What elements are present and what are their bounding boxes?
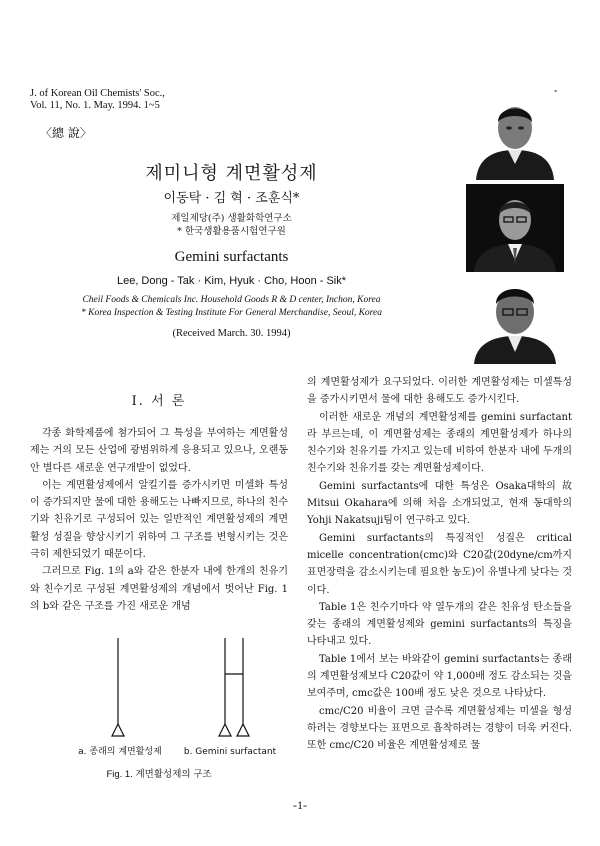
paragraph: Gemini surfactants의 특징적인 성질은 critical micelle concentration(cmc)와 C20값(20dyne/cm까지 표면장력을 감소시키는데 필요한 농도)이 유별나게 낮다는 것이다.	[307, 532, 572, 596]
paragraph: 의 계면활성제가 요구되었다. 이러한 계면활성제는 미셀특성을 증가시키면서 물에 대한 용해도도 증가시킨다.	[307, 377, 572, 406]
paragraph: Gemini surfactants에 대한 특성은 Osaka대학의 故 Mitsui Okahara에 의해 처음 소개되었고, 현재 동대학의 Yohji Nakatsuji팀이 연구하고 있다.	[307, 480, 572, 527]
conventional-surfactant-structure	[112, 638, 124, 736]
left-column	[30, 425, 288, 615]
figure-label-b: b. Gemini surfactant	[183, 747, 277, 757]
paragraph: 이는 계면활성제에서 알킬기를 증가시키면 미셀화 특성이 증가되지만 물에 대한 용해도는 나빠지므로, 하나의 친수기와 친유기로 구성되어 있는 일반적인 계면활성제의 계면활성 성질을 향상시키기 위하여 그 구조를 변형시키는 것은 극히 제한되었기 때문이다.	[30, 479, 288, 561]
paragraph: 각종 화학제품에 첨가되어 그 특성을 부여하는 계면활성제는 거의 모든 산업에 광범위하게 응용되고 있으나, 오랜동안 별다른 새로운 연구개발이 없었다.	[30, 428, 288, 474]
paragraph: 이러한 새로운 개념의 계면활성제를 gemini surfactant라 부르는데, 이 계면활성제는 종래의 계면활성제가 하나의 친수기와 친유기를 가지고 있는데 비하여 한분자 내에 두개의 친수기와 친유기를 갖는 계면활성제이다.	[307, 411, 572, 475]
gemini-surfactant-structure	[219, 638, 249, 736]
title-english: Gemini surfactants	[174, 249, 289, 265]
figure-label-a: a. 종래의 계면활성제	[78, 747, 162, 757]
article-category: 〈總 說〉	[40, 126, 92, 140]
paragraph: Table 1은 친수기마다 약 열두개의 같은 친유성 탄소들을 갖는 종래의 계면활성제와 gemini surfactants의 특징을 나타내고 있다.	[307, 601, 572, 648]
paragraph: cmc/C20 비율이 크면 클수록 계면활성제는 미셀을 형성하려는 경향보다는 표면으로 흡착하려는 경향이 더욱 커진다. 또한 cmc/C20 비율은 계면활성제로 물	[307, 705, 572, 752]
figure-1-diagram	[30, 630, 288, 780]
right-column	[307, 374, 572, 755]
journal-citation	[30, 88, 165, 112]
affiliation-korean-1: 제일제당(주) 생활화학연구소	[171, 213, 292, 224]
author-photo-2	[466, 184, 564, 272]
affiliation-korean-2: * 한국생활용품시험연구원	[177, 226, 286, 237]
journal-line-1: J. of Korean Oil Chemists' Soc.,	[30, 88, 165, 99]
affiliation-english-2: * Korea Inspection & Testing Institute For General Merchandise, Seoul, Korea	[81, 308, 382, 318]
received-date: (Received March. 30. 1994)	[172, 328, 291, 339]
figure-1-caption: Fig. 1. 계면활성제의 구조	[106, 769, 212, 780]
paragraph: Table 1에서 보는 바와같이 gemini surfactants는 종래의 계면활성제보다 C20값이 약 1,000배 정도 감소되는 것을 보여주며, cmc값은 100배 정도 낮은 것으로 나타났다.	[307, 653, 572, 700]
author-photo-3	[466, 274, 564, 364]
journal-line-2: Vol. 11, No. 1. May. 1994. 1~5	[30, 100, 160, 111]
author-photo-1	[466, 92, 564, 180]
authors-korean: 이동탁 · 김 혁 · 조훈식*	[163, 191, 300, 206]
authors-english: Lee, Dong - Tak · Kim, Hyuk · Cho, Hoon - Sik*	[116, 275, 347, 287]
page-number-footer: -1-	[293, 798, 307, 812]
affiliation-english-1: Cheil Foods & Chemicals Inc. Household Goods R & D center, Inchon, Korea	[82, 295, 381, 305]
paragraph: 그러므로 Fig. 1의 a와 같은 한분자 내에 한개의 친유기와 친수기로 구성된 계면활성제의 개념에서 벗어난 Fig. 1의 b와 같은 구조를 가진 새로운 개념	[30, 566, 288, 612]
title-korean: 제미니형 계면활성제	[145, 163, 318, 184]
section-heading-introduction: I. 서 론	[131, 394, 187, 409]
